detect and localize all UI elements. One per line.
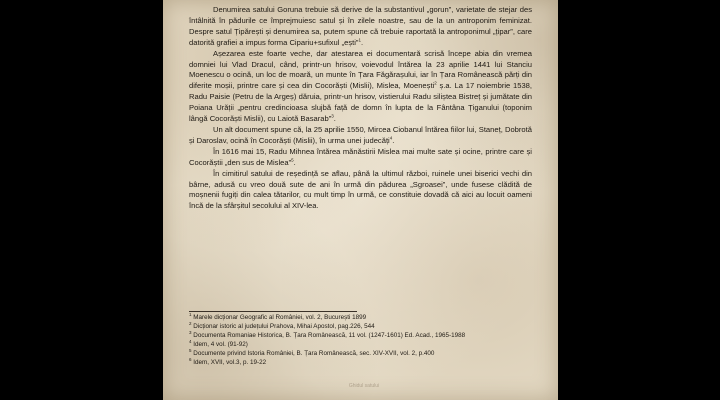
footnote: $^2$ Dicționar istoric al județului Prahova, Mihai Apostol, pag.226, 544 xyxy=(189,320,375,330)
footnote-ref: 5 xyxy=(291,157,294,163)
watermark-stamp: Ghidul satului xyxy=(348,383,380,389)
footnote-divider xyxy=(189,311,357,312)
paragraph: În cimitirul satului de reședință se aflau, până la ultimul război, ruinele unei biserici vechi din bârne, adusă cu vreo două sute de ani în urmă din pădurea „Sgroasei”, unde fusese clădită de moșnenii fugiți din calea tătarilor, cu mult timp în urmă, ce constituie dovadă că aici au locuit oameni încă de la sfârșitul secolului al XIV-lea. xyxy=(189,168,532,211)
paragraph: Denumirea satului Goruna trebuie să derive de la substantivul „gorun”, varietate de stejar des întâlnită în pădurile ce împrejmuiesc satul și în zilele noastre, sau de la un antroponim feminizat. Despre satul Țipărești și denumirea sa, putem spune că trebuie raportată la antroponimul „țipar”, care datorită grafiei a impus forma Cipariu+sufixul „ești”$^1$. xyxy=(189,5,532,47)
paragraph: Așezarea este foarte veche, dar atestarea ei documentară scrisă începe abia din vremea domniei lui Vlad Dracul, când, printr-un hrisov, voievodul întărea la 23 aprilie 1441 lui Stanciu Moenescu o ocină, un loc de moară, un munte în Țara Făgărașului, iar în Țara Românească părți din diferite moșii, printre care și cea din Cocorăști (Mislii), Mislea, Moenești$^2$ ș.a. La 17 noiembrie 1538, Radu Paisie (Petru de la Argeș) dăruia, printr-un hrisov, vistierului Radu siliștea Bistreț și jumătate din Poiana Urății „pentru credincioasa slujbă față de domn în lupta de la Fântâna Țiganului (toponim lângă Cocorăști Mislii), cu Laiotă Basarab”$^3$. xyxy=(189,48,533,124)
footnote: $^1$ Marele dicționar Geografic al României, vol. 2, București 1899 xyxy=(189,311,367,321)
footnote-ref: 4 xyxy=(389,135,393,141)
body-text xyxy=(189,5,532,212)
footnote-ref: 2 xyxy=(434,80,437,86)
footnote-ref: 3 xyxy=(331,113,334,119)
document-page xyxy=(163,0,558,400)
footnote: $^4$ Idem, 4 vol. (91-92) xyxy=(189,338,248,348)
footnote: $^5$ Documente privind Istoria României, B. Țara Românească, sec. XIV-XVII, vol. 2, p.400 xyxy=(189,347,435,357)
paragraph: Un alt document spune că, la 25 aprilie 1550, Mircea Ciobanul întărea fiilor lui, Staneț, Dobrotă și Daroslav, ocină în Cocorăști (Mislii), în urma unei judecăți$^4$. xyxy=(189,124,532,145)
footnote-ref: 1 xyxy=(358,37,361,43)
paragraph: În 1616 mai 15, Radu Mihnea întărea mănăstirii Mislea mai multe sate și ocine, printre care și Cocorăștii „den sus de Mislea”$^5$. xyxy=(189,146,532,167)
footnote: $^6$ Idem, XVII, vol.3, p. 19-22 xyxy=(189,356,267,366)
footnote: $^3$ Documenta Romaniae Historica, B. Țara Românească, 11 vol. (1247-1601) Ed. Acad., 1965-1988 xyxy=(189,329,466,339)
footnotes xyxy=(189,311,532,367)
